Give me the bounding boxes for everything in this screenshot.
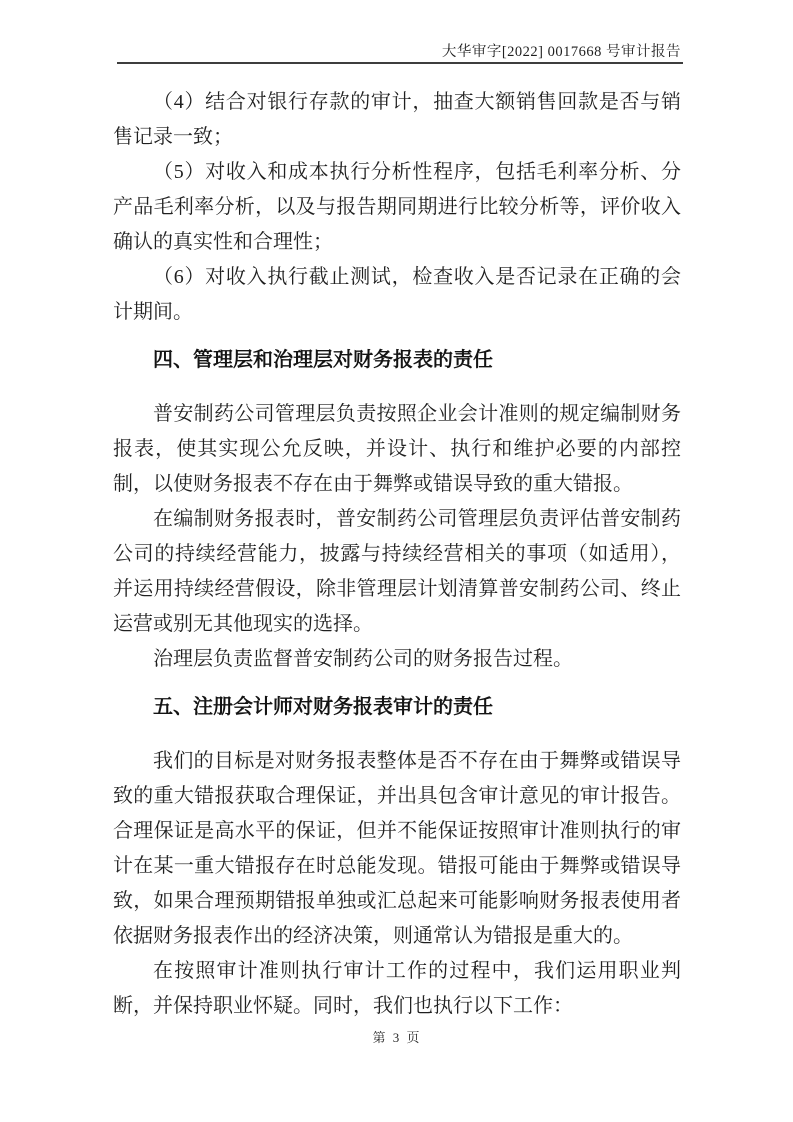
section-heading-auditor-responsibility: 五、注册会计师对财务报表审计的责任 bbox=[153, 696, 493, 718]
body-paragraph-auditor-objective: 我们的目标是对财务报表整体是否不存在由于舞弊或错误导致的重大错报获取合理保证，并出具包含审计意见的审计报告。合理保证是高水平的保证，但并不能保证按照审计准则执行的审计在某一重大错报存在时总能发现。错报可能由于舞弊或错误导致，如果合理预期错报单独或汇总起来可能影响财务报表使用者依据财务报表作出的经济决策，则通常认为错报是重大的。 bbox=[113, 750, 681, 947]
body-paragraph-management-2: 在编制财务报表时，普安制药公司管理层负责评估普安制药公司的持续经营能力，披露与持续经营相关的事项（如适用），并运用持续经营假设，除非管理层计划清算普安制药公司、终止运营或别无其他现实的选择。 bbox=[113, 508, 681, 635]
document-body bbox=[113, 85, 681, 1024]
body-paragraph-auditor-judgment: 在按照审计准则执行审计工作的过程中，我们运用职业判断，并保持职业怀疑。同时，我们也执行以下工作： bbox=[113, 960, 681, 1017]
body-paragraph-management-1: 普安制药公司管理层负责按照企业会计准则的规定编制财务报表，使其实现公允反映，并设计、执行和维护必要的内部控制，以使财务报表不存在由于舞弊或错误导致的重大错报。 bbox=[113, 403, 681, 495]
body-paragraph-procedure-5: （5）对收入和成本执行分析性程序，包括毛利率分析、分产品毛利率分析，以及与报告期同期进行比较分析等，评价收入确认的真实性和合理性； bbox=[113, 161, 681, 253]
section-heading-management-responsibility: 四、管理层和治理层对财务报表的责任 bbox=[153, 349, 493, 371]
body-paragraph-governance: 治理层负责监督普安制药公司的财务报告过程。 bbox=[153, 648, 573, 670]
body-paragraph-procedure-6: （6）对收入执行截止测试，检查收入是否记录在正确的会计期间。 bbox=[113, 266, 681, 323]
body-paragraph-procedure-4: （4）结合对银行存款的审计，抽查大额销售回款是否与销售记录一致； bbox=[113, 91, 681, 148]
header-rule bbox=[117, 62, 683, 64]
header-report-number: 大华审字[2022] 0017668 号审计报告 bbox=[441, 44, 681, 60]
page-number: 第 3 页 bbox=[372, 1030, 422, 1045]
